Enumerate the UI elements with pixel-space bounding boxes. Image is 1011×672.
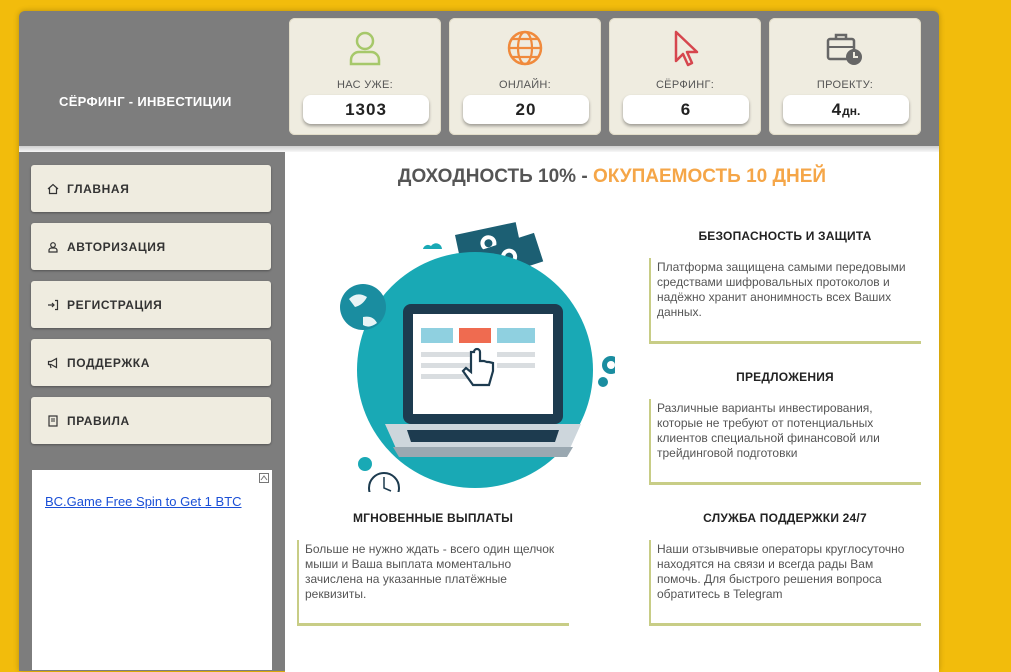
ad-choices-icon[interactable] — [259, 473, 269, 483]
stat-value: 1303 — [345, 100, 387, 119]
feature-instant-payouts — [297, 511, 569, 626]
feature-title: МГНОВЕННЫЕ ВЫПЛАТЫ — [352, 511, 514, 525]
ad-link[interactable]: BC.Game Free Spin to Get 1 BTC — [45, 494, 242, 509]
stat-value: 20 — [515, 100, 537, 119]
feature-title: ПРЕДЛОЖЕНИЯ — [736, 370, 834, 384]
megaphone-icon — [47, 357, 59, 369]
sidebar — [19, 152, 284, 672]
stat-card-online — [449, 18, 601, 135]
stat-value-box — [463, 95, 589, 124]
nav-item-support[interactable] — [31, 339, 271, 386]
feature-text: Наши отзывчивые операторы круглосуточно находятся на связи и всегда рады Вам помочь. Для быстрого решения вопроса обратитесь в Telegram — [649, 540, 921, 626]
nav-item-label: АВТОРИЗАЦИЯ — [67, 239, 166, 254]
stat-value: 6 — [680, 100, 692, 119]
stat-unit: дн. — [842, 104, 861, 118]
nav-item-label: ГЛАВНАЯ — [67, 181, 130, 196]
stat-value-box — [623, 95, 749, 124]
site-container — [19, 11, 939, 671]
cursor-icon — [665, 28, 705, 68]
stat-value-box — [783, 95, 909, 124]
nav-item-register[interactable] — [31, 281, 271, 328]
feature-support-24-7 — [649, 511, 921, 626]
headline — [285, 166, 939, 188]
stat-label: СЁРФИНГ: — [655, 79, 715, 91]
stat-value: 4 — [831, 100, 843, 119]
stat-label: ОНЛАЙН: — [498, 79, 552, 91]
user-icon — [345, 28, 385, 68]
stat-value-box — [303, 95, 429, 124]
stat-card-users — [289, 18, 441, 135]
feature-text: Платформа защищена самыми передовыми средствами шифровальных протоколов и надёжно хранит анонимность всех Ваших данных. — [649, 258, 921, 344]
home-icon — [47, 183, 59, 195]
ad-banner — [32, 470, 272, 670]
nav-item-home[interactable] — [31, 165, 271, 212]
site-title: СЁРФИНГ - ИНВЕСТИЦИИ — [59, 94, 232, 109]
feature-offers — [649, 370, 921, 485]
nav-item-label: РЕГИСТРАЦИЯ — [67, 297, 163, 312]
laptop-illustration — [335, 207, 615, 492]
headline-payback: ОКУПАЕМОСТЬ 10 ДНЕЙ — [592, 166, 827, 187]
nav-item-rules[interactable] — [31, 397, 271, 444]
feature-text: Больше не нужно ждать - всего один щелчок мыши и Ваша выплата моментально зачислена на указанные платёжные реквизиты. — [297, 540, 569, 626]
book-icon — [47, 415, 59, 427]
stat-card-surfing — [609, 18, 761, 135]
sign-in-icon — [47, 299, 59, 311]
nav-item-login[interactable] — [31, 223, 271, 270]
feature-text: Различные варианты инвестирования, которые не требуют от потенциальных клиентов специальной финансовой или трейдинговой подготовки — [649, 399, 921, 485]
globe-icon — [505, 28, 545, 68]
headline-yield: ДОХОДНОСТЬ 10% - — [397, 166, 593, 187]
nav-item-label: ПРАВИЛА — [67, 413, 130, 428]
briefcase-clock-icon — [825, 28, 865, 68]
stat-card-project-age — [769, 18, 921, 135]
main-content — [285, 152, 939, 672]
feature-security — [649, 229, 921, 344]
stat-label: ПРОЕКТУ: — [816, 79, 874, 91]
feature-title: СЛУЖБА ПОДДЕРЖКИ 24/7 — [703, 511, 867, 525]
user-icon — [47, 241, 59, 253]
stat-label: НАС УЖЕ: — [337, 79, 393, 91]
feature-title: БЕЗОПАСНОСТЬ И ЗАЩИТА — [698, 229, 872, 243]
nav-item-label: ПОДДЕРЖКА — [67, 355, 150, 370]
header — [19, 11, 939, 146]
